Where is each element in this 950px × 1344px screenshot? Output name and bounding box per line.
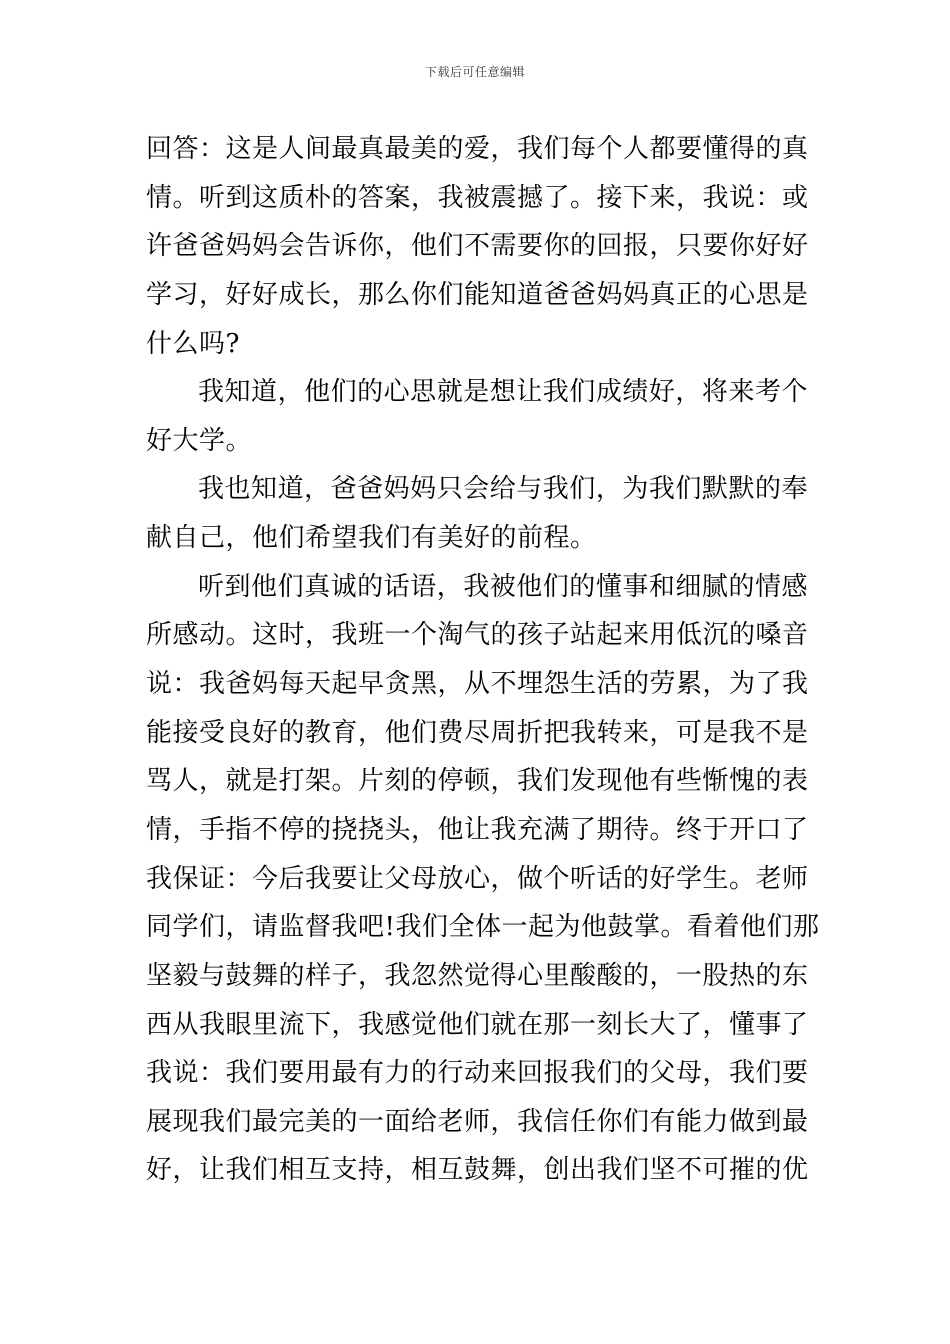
text-line: 同学们，请监督我吧!我们全体一起为他鼓掌。看着他们那 <box>146 912 820 943</box>
text-line: 骂人，就是打架。片刻的停顿，我们发现他有些惭愧的表 <box>146 766 809 797</box>
text-line: 坚毅与鼓舞的样子，我忽然觉得心里酸酸的，一股热的东 <box>146 960 809 991</box>
body-text <box>146 125 820 1195</box>
text-line: 许爸爸妈妈会告诉你，他们不需要你的回报，只要你好好 <box>146 231 809 262</box>
text-line: 听到他们真诚的话语，我被他们的懂事和细腻的情感 <box>198 571 808 602</box>
page-header: 下载后可任意编辑 <box>424 65 525 79</box>
text-line: 说：我爸妈每天起早贪黑，从不埋怨生活的劳累，为了我 <box>146 669 809 700</box>
text-line: 西从我眼里流下，我感觉他们就在那一刻长大了，懂事了 <box>146 1009 809 1040</box>
text-line: 学习，好好成长，那么你们能知道爸爸妈妈真正的心思是 <box>146 279 809 310</box>
text-line: 情。听到这质朴的答案，我被震撼了。接下来，我说：或 <box>146 182 809 213</box>
text-line: 回答：这是人间最真最美的爱，我们每个人都要懂得的真 <box>146 134 809 164</box>
text-line: 好，让我们相互支持，相互鼓舞，创出我们坚不可摧的优 <box>146 1155 809 1186</box>
text-line: 我知道，他们的心思就是想让我们成绩好，将来考个 <box>198 377 808 408</box>
text-line: 展现我们最完美的一面给老师，我信任你们有能力做到最 <box>146 1106 809 1137</box>
text-line: 能接受良好的教育，他们费尽周折把我转来，可是我不是 <box>146 717 809 748</box>
text-line: 献自己，他们希望我们有美好的前程。 <box>146 523 597 554</box>
text-line: 我也知道，爸爸妈妈只会给与我们，为我们默默的奉 <box>198 474 808 505</box>
text-line: 我说：我们要用最有力的行动来回报我们的父母，我们要 <box>146 1058 809 1089</box>
text-line: 好大学。 <box>146 425 253 456</box>
text-line: 我保证：今后我要让父母放心，做个听话的好学生。老师 <box>146 863 809 894</box>
text-line: 情，手指不停的挠挠头，他让我充满了期待。终于开口了 <box>146 814 809 845</box>
text-line: 所感动。这时，我班一个淘气的孩子站起来用低沉的嗓音 <box>146 620 809 651</box>
text-line: 什么吗? <box>146 328 240 359</box>
